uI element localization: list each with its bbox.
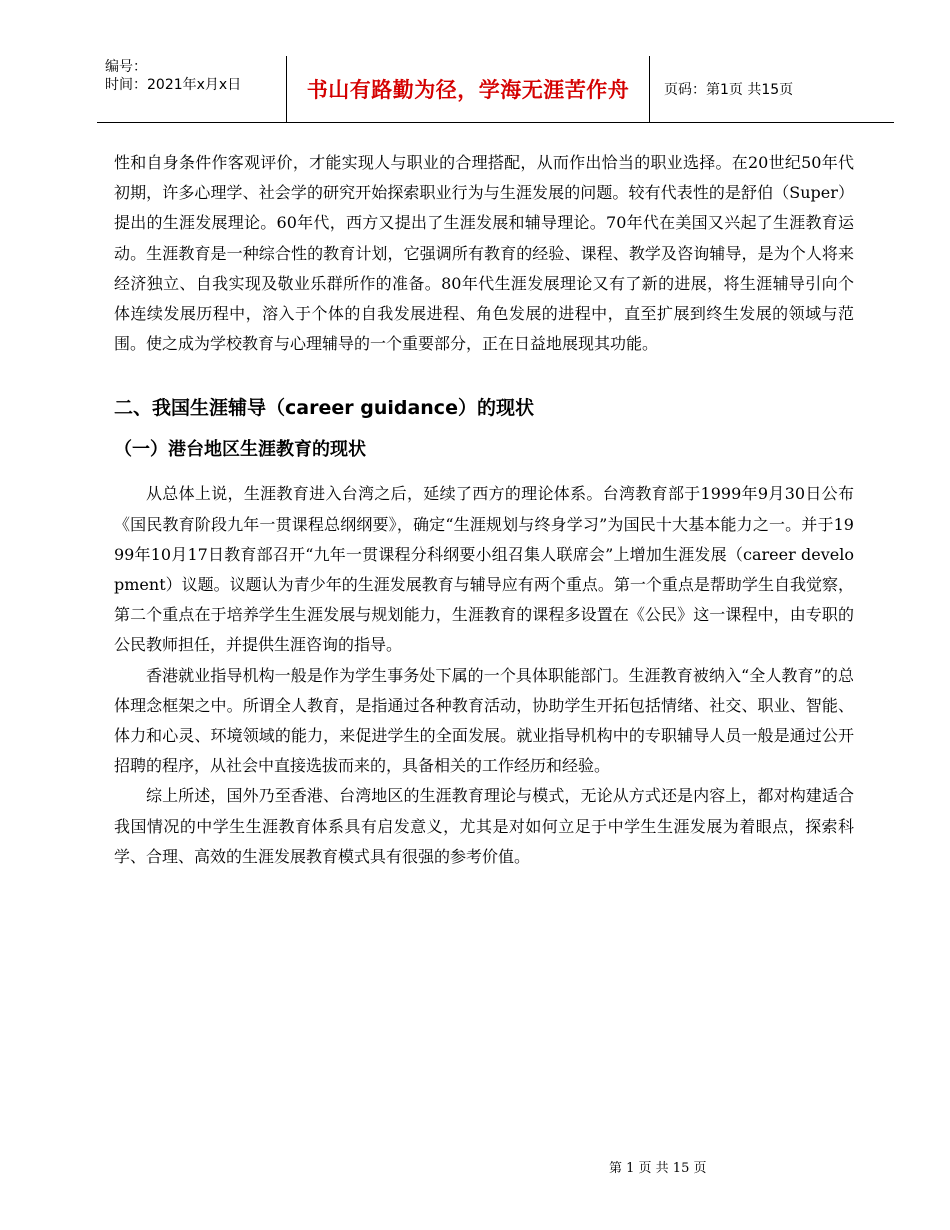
paragraph-summary: 综上所述，国外乃至香港、台湾地区的生涯教育理论与模式，无论从方式还是内容上，都对构建适合我国情况的中学生生涯教育体系具有启发意义，尤其是对如何立足于中学生生涯发展为着眼点，探索科学、合理、高效的生涯发展教育模式具有很强的参考价值。 <box>114 786 854 866</box>
header-page-info: 页码：第1页 共15页 <box>664 82 794 98</box>
subsection-heading: （一）港台地区生涯教育的现状 <box>114 439 366 461</box>
section-heading: 二、我国生涯辅导（career guidance）的现状 <box>114 397 534 420</box>
header-motto: 书山有路勤为径，学海无涯苦作舟 <box>287 56 650 122</box>
document-body <box>114 148 854 872</box>
header-meta <box>97 56 287 122</box>
paragraph-taiwan: 从总体上说，生涯教育进入台湾之后，延续了西方的理论体系。台湾教育部于1999年9月30日公布《国民教育阶段九年一贯课程总纲纲要》，确定“生涯规划与终身学习”为国民十大基本能力之一。并于1999年10月17日教育部召开“九年一贯课程分科纲要小组召集人联席会”上增加生涯发展（career development）议题。议题认为青少年的生涯发展教育与辅导应有两个重点。第一个重点是帮助学生自我觉察，第二个重点在于培养学生生涯发展与规划能力，生涯教育的课程多设置在《公民》这一课程中，由专职的公民教师担任，并提供生涯咨询的指导。 <box>114 484 854 655</box>
serial-label: 编号： <box>105 59 147 75</box>
paragraph-hongkong: 香港就业指导机构一般是作为学生事务处下属的一个具体职能部门。生涯教育被纳入“全人教育”的总体理念框架之中。所谓全人教育，是指通过各种教育活动，协助学生开拓包括情绪、社交、职业、智能、体力和心灵、环境领域的能力，来促进学生的全面发展。就业指导机构中的专职辅导人员一般是通过公开招聘的程序，从社会中直接选拔而来的，具备相关的工作经历和经验。 <box>114 665 854 776</box>
time-label: 时间：2021年x月x日 <box>105 77 242 93</box>
page-footer: 第 1 页 共 15 页 <box>609 1161 707 1176</box>
page-header <box>97 56 894 123</box>
intro-paragraph: 性和自身条件作客观评价，才能实现人与职业的合理搭配，从而作出恰当的职业选择。在20世纪50年代初期，许多心理学、社会学的研究开始探索职业行为与生涯发展的问题。较有代表性的是舒伯（Super）提出的生涯发展理论。60年代，西方又提出了生涯发展和辅导理论。70年代在美国又兴起了生涯教育运动。生涯教育是一种综合性的教育计划，它强调所有教育的经验、课程、教学及咨询辅导，是为个人将来经济独立、自我实现及敬业乐群所作的准备。80年代生涯发展理论又有了新的进展，将生涯辅导引向个体连续发展历程中，溶入于个体的自我发展进程、角色发展的进程中，直至扩展到终生发展的领域与范围。使之成为学校教育与心理辅导的一个重要部分，正在日益地展现其功能。 <box>114 153 854 354</box>
